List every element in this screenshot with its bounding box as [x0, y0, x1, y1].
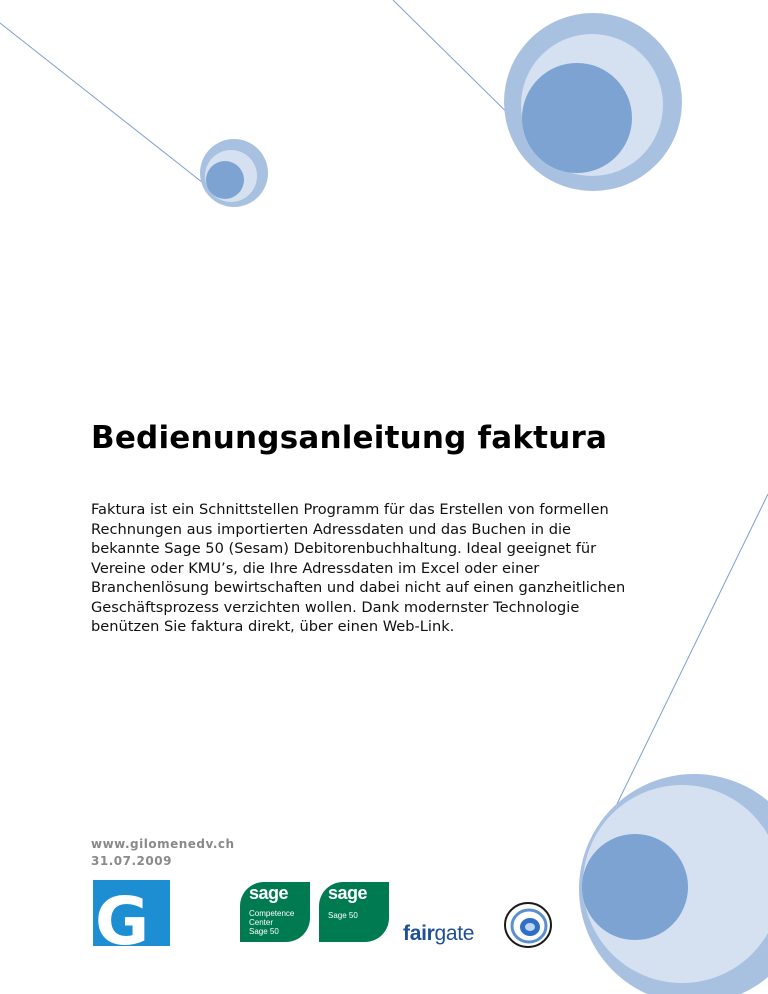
website-link[interactable]: www.gilomenedv.ch [91, 837, 235, 851]
intro-line: Vereine oder KMU’s, die Ihre Adressdaten im Excel oder einer [91, 559, 540, 577]
fairgate-ring-icon [503, 900, 553, 950]
sage-logo-line: Competence [249, 909, 295, 918]
intro-line: Branchenlösung bewirtschaften und dabei nicht auf einen ganzheitlichen [91, 579, 626, 596]
intro-line: Geschäftsprozess verzichten wollen. Dank modernster Technologie [91, 598, 580, 616]
gilomen-logo-letter: G [95, 883, 150, 946]
decor-circle-small-inner [206, 161, 244, 199]
footer-info [91, 836, 235, 870]
fairgate-logo [403, 922, 474, 946]
gilomen-logo [93, 880, 170, 946]
intro-line: bekannte Sage 50 (Sesam) Debitorenbuchhaltung. Ideal geeignet für [91, 540, 597, 557]
intro-line: Faktura ist ein Schnittstellen Programm für das Erstellen von formellen [91, 501, 609, 518]
sage-competence-center-logo [240, 882, 310, 942]
decor-line-left [0, 23, 212, 190]
document-title: Bedienungsanleitung faktura [91, 420, 608, 456]
sage-logo-line: Sage 50 [328, 911, 358, 920]
fairgate-logo-fair: fair [403, 922, 435, 945]
fairgate-logo-gate: gate [434, 922, 475, 945]
sage-50-logo [319, 882, 389, 942]
document-date: 31.07.2009 [91, 854, 172, 868]
intro-line: benützen Sie faktura direkt, über einen Web-Link. [91, 618, 455, 635]
sage-wordmark: sage [249, 883, 289, 903]
decor-circle-top-right-inner [522, 63, 632, 173]
sage-logo-line: Center [249, 918, 274, 927]
intro-paragraph [91, 500, 691, 637]
sage-logo-line: Sage 50 [249, 927, 279, 936]
sage-wordmark: sage [328, 883, 368, 903]
decor-circle-bottom-right-inner [582, 834, 688, 940]
intro-line: Rechnungen aus importierten Adressdaten und das Buchen in die [91, 520, 571, 538]
